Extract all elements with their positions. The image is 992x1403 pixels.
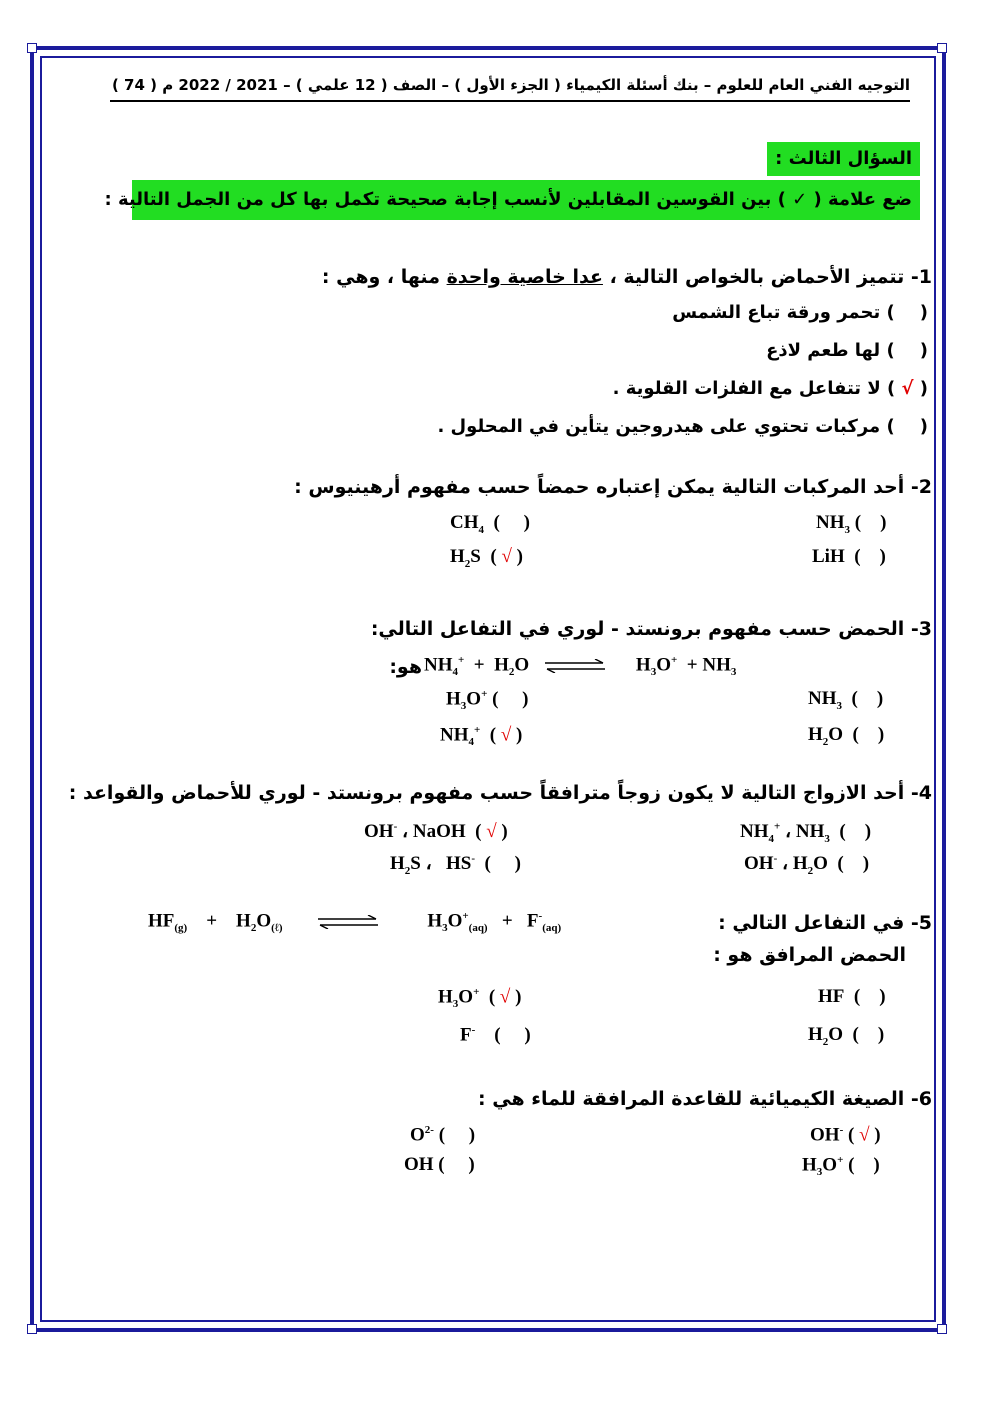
q5-option-hf[interactable]: HF ( ) — [818, 986, 886, 1007]
q1-option-text: لا تتفاعل مع الفلزات القلوية . — [612, 378, 881, 399]
q4-option-h2s-hs[interactable]: $H_2S$ ، HS- ( ) — [390, 852, 521, 877]
q3-check-mark: √ — [500, 724, 512, 746]
corner-ornament — [937, 1324, 947, 1334]
q1-option-text: تحمر ورقة تباع الشمس — [672, 302, 881, 323]
q1-stem-b: منها ، وهي : — [321, 266, 447, 288]
q3-howa: هو: — [389, 656, 422, 678]
q1-stem — [322, 266, 932, 288]
equilibrium-arrow-icon — [316, 915, 380, 929]
q5-check-mark: √ — [499, 986, 511, 1008]
q4-stem: 4- أحد الازواج التالية لا يكون زوجاً مترافقاً حسب مفهوم برونستد - لوري للأحماض والقواعد : — [68, 782, 932, 804]
section-title — [767, 142, 920, 176]
q6-option-oh-minus[interactable]: OH- ( √ ) — [810, 1124, 881, 1146]
q5-option-f[interactable]: F- ( ) — [460, 1024, 531, 1046]
corner-ornament — [27, 1324, 37, 1334]
q4-option-oh-h2o[interactable]: OH- ، $H_2O$ ( ) — [744, 852, 870, 877]
q3-reaction-equation: $NH_4^+ + H_2O$ $H_3O^+ + NH_3$ — [424, 654, 737, 679]
corner-ornament — [27, 43, 37, 53]
q4-option-oh-naoh[interactable]: OH- ، NaOH ( √ ) — [364, 820, 508, 842]
q4-option-nh4-nh3[interactable]: $NH_4^+$ ، $NH_3$ ( ) — [740, 820, 872, 845]
q1-option-text: مركبات تحتوي على هيدروجين يتأين في المحلول . — [437, 416, 881, 437]
q5-subquestion: الحمض المرافق هو : — [713, 944, 906, 966]
q1-stem-a: 1- تتميز الأحماض بالخواص التالية ، — [602, 266, 932, 288]
section-instruction: ضع علامة ( ✓ ) بين القوسين المقابلين لأنسب إجابة صحيحة تكمل بها كل من الجمل التالية : — [132, 180, 920, 220]
q1-option[interactable]: ( ) تحمر ورقة تباع الشمس — [672, 302, 928, 323]
q3-option-h3o[interactable]: $H_3O^+$ ( ) — [446, 688, 529, 713]
q2-option-h2s[interactable]: $H_2S$ ( √ ) — [450, 546, 523, 570]
q1-option-mark: √ — [901, 378, 914, 399]
q6-stem: 6- الصيغة الكيميائية للقاعدة المرافقة للماء هي : — [478, 1088, 932, 1110]
q1-option[interactable]: ( ) لها طعم لاذع — [766, 340, 928, 361]
q1-stem-underlined: عدا خاصية واحدة — [446, 266, 603, 288]
q1-option[interactable]: ( ) مركبات تحتوي على هيدروجين يتأين في المحلول . — [437, 416, 928, 437]
section-title-text: السؤال الثالث — [788, 148, 912, 169]
corner-ornament — [937, 43, 947, 53]
q3-stem: 3- الحمض حسب مفهوم برونستد - لوري في التفاعل التالي: — [370, 618, 932, 640]
q2-check-mark: √ — [501, 546, 512, 567]
section-title-colon: : — [775, 148, 783, 169]
q6-option-h3o[interactable]: $H_3O^+$ ( ) — [802, 1154, 880, 1179]
q3-option-nh4[interactable]: $NH_4^+$ ( √ ) — [440, 724, 523, 749]
q4-check-mark: √ — [486, 821, 497, 842]
q1-option-text: لها طعم لاذع — [766, 340, 881, 361]
q3-option-h2o[interactable]: $H_2O$ ( ) — [808, 724, 885, 748]
q6-check-mark: √ — [859, 1124, 870, 1146]
q2-option-nh3[interactable]: $NH_3$ ( ) — [816, 512, 887, 536]
page-header: التوجيه الفني العام للعلوم – بنك أسئلة الكيمياء ( الجزء الأول ) – الصف ( 12 علمي ) – 2021 / 2022 م ( 74 ) — [110, 76, 910, 102]
q2-option-lih[interactable]: LiH ( ) — [812, 546, 886, 567]
q3-option-nh3[interactable]: $NH_3$ ( ) — [808, 688, 884, 712]
q5-reaction-equation: $HF_{(g)}$ + $H_2O_{(\ell)}$ $H_3O^+_{(aq)} + F^-_{(aq)}$ — [148, 910, 562, 935]
equilibrium-arrow-icon — [543, 659, 607, 673]
q5-stem: 5- في التفاعل التالي : — [718, 912, 932, 934]
q6-option-oh[interactable]: OH ( ) — [404, 1154, 475, 1175]
q5-option-h2o[interactable]: $H_2O$ ( ) — [808, 1024, 885, 1048]
q2-option-ch4[interactable]: $CH_4$ ( ) — [450, 512, 530, 536]
q5-option-h3o[interactable]: $H_3O^+$ ( √ ) — [438, 986, 522, 1011]
q6-option-o2[interactable]: $O^{2-}$ ( ) — [410, 1124, 476, 1146]
q1-option[interactable]: ( √ ) لا تتفاعل مع الفلزات القلوية . — [612, 378, 928, 399]
q2-stem: 2- أحد المركبات التالية يمكن إعتباره حمضاً حسب مفهوم أرهينيوس : — [294, 476, 932, 498]
